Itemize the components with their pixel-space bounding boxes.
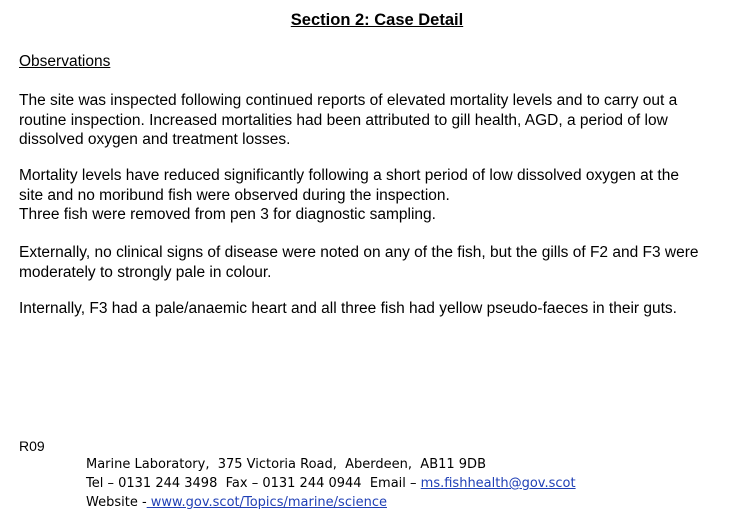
paragraph-line: Internally, F3 had a pale/anaemic heart and all three fish had yellow pseudo-faeces in their guts.: [19, 300, 677, 317]
footer-contact: [86, 455, 576, 512]
footer-phone-fax: Tel – 0131 244 3498 Fax – 0131 244 0944 Email –: [86, 476, 421, 491]
observations-heading: Observations: [19, 53, 111, 70]
paragraph-line: moderately to strongly pale in colour.: [19, 263, 272, 281]
website-link[interactable]: www.gov.scot/Topics/marine/science: [146, 495, 387, 510]
section-title: Section 2: Case Detail: [290, 11, 464, 29]
observation-paragraph: [19, 299, 741, 319]
email-link[interactable]: ms.fishhealth@gov.scot: [420, 476, 576, 491]
observation-paragraph: [19, 91, 741, 150]
paragraph-line: The site was inspected following continued reports of elevated mortality levels and to carry out a: [19, 92, 678, 109]
paragraph-line: Mortality levels have reduced significantly following a short period of low dissolved oxygen at the: [19, 167, 679, 184]
observation-paragraph: [19, 243, 741, 282]
paragraph-line: site and no moribund fish were observed during the inspection.: [19, 186, 450, 204]
paragraph-line: routine inspection. Increased mortalities had been attributed to gill health, AGD, a period of low: [19, 111, 668, 129]
paragraph-line: dissolved oxygen and treatment losses.: [19, 131, 291, 148]
footer-address: Marine Laboratory, 375 Victoria Road, Aberdeen, AB11 9DB: [86, 457, 486, 472]
website-label: Website -: [86, 495, 147, 510]
reference-code: R09: [19, 438, 45, 454]
footer-contact-line: [86, 474, 576, 493]
paragraph-line: Externally, no clinical signs of disease were noted on any of the fish, but the gills of F2 and F3 were: [19, 244, 699, 261]
footer-website-line: [86, 493, 576, 512]
observation-paragraph: [19, 166, 741, 225]
paragraph-line: Three fish were removed from pen 3 for diagnostic sampling.: [19, 206, 436, 223]
